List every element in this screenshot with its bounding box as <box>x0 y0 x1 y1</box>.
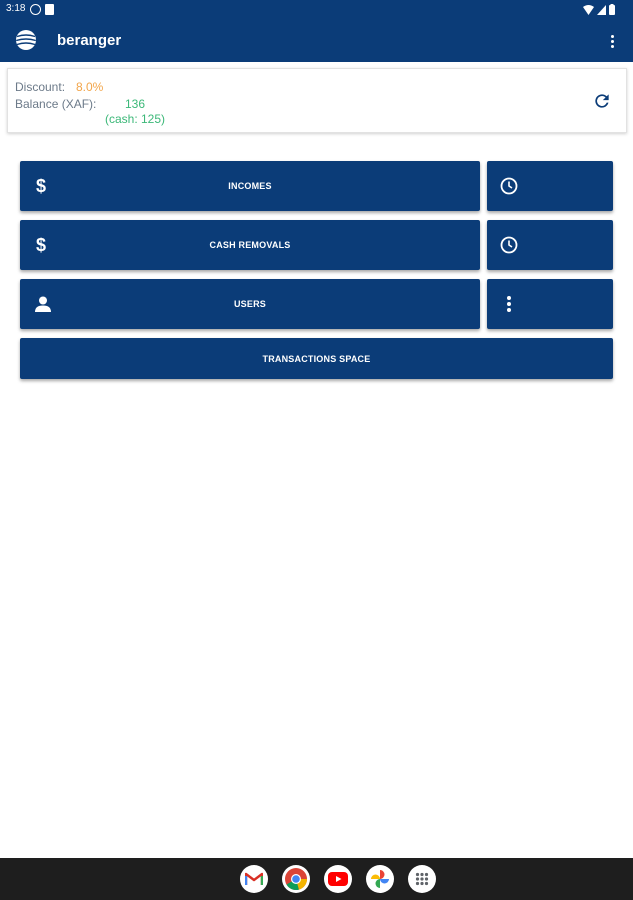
svg-text:$: $ <box>35 235 47 255</box>
transactions-space-label: TRANSACTIONS SPACE <box>262 353 371 364</box>
status-time: 3:18 <box>6 3 26 14</box>
photos-icon <box>370 869 390 889</box>
balance-label: Balance (XAF): <box>15 97 97 111</box>
balance-value: 136 <box>125 97 146 111</box>
gmail-icon <box>245 872 263 886</box>
chrome-icon <box>284 867 308 891</box>
wifi-icon <box>583 5 594 15</box>
clock-icon <box>500 177 518 195</box>
incomes-history-button[interactable] <box>487 161 613 211</box>
youtube-icon <box>328 872 348 886</box>
refresh-icon <box>595 94 608 107</box>
chrome-app[interactable] <box>282 865 310 893</box>
signal-icon <box>597 5 606 15</box>
globe-icon <box>14 28 38 52</box>
photos-app[interactable] <box>366 865 394 893</box>
overflow-menu-button[interactable] <box>602 31 622 51</box>
users-more-button[interactable] <box>487 279 613 329</box>
cash-removals-history-button[interactable] <box>487 220 613 270</box>
system-dock <box>0 858 633 900</box>
users-label: USERS <box>233 299 266 309</box>
app-bar <box>0 20 633 62</box>
incomes-label: INCOMES <box>228 181 272 191</box>
more-vert-icon <box>611 35 614 38</box>
app-title: beranger <box>57 32 122 49</box>
app-drawer-icon <box>415 872 429 886</box>
clock-icon <box>500 236 518 254</box>
discount-value: 8.0% <box>76 80 104 94</box>
incomes-button[interactable] <box>20 161 480 211</box>
more-vert-icon <box>506 295 512 313</box>
settings-circle-icon <box>30 4 41 15</box>
battery-icon <box>609 4 615 15</box>
status-bar <box>0 0 633 20</box>
youtube-app[interactable] <box>324 865 352 893</box>
svg-text:$: $ <box>35 176 47 196</box>
cash-removals-button[interactable] <box>20 220 480 270</box>
app-drawer[interactable] <box>408 865 436 893</box>
transactions-space-button[interactable] <box>20 338 613 379</box>
users-button[interactable] <box>20 279 480 329</box>
balance-card <box>7 68 627 133</box>
gmail-app[interactable] <box>240 865 268 893</box>
file-icon <box>45 4 54 15</box>
cash-removals-label: CASH REMOVALS <box>209 240 291 250</box>
discount-label: Discount: <box>15 80 66 94</box>
cash-value: (cash: 125) <box>105 112 166 126</box>
refresh-button[interactable] <box>592 91 612 111</box>
